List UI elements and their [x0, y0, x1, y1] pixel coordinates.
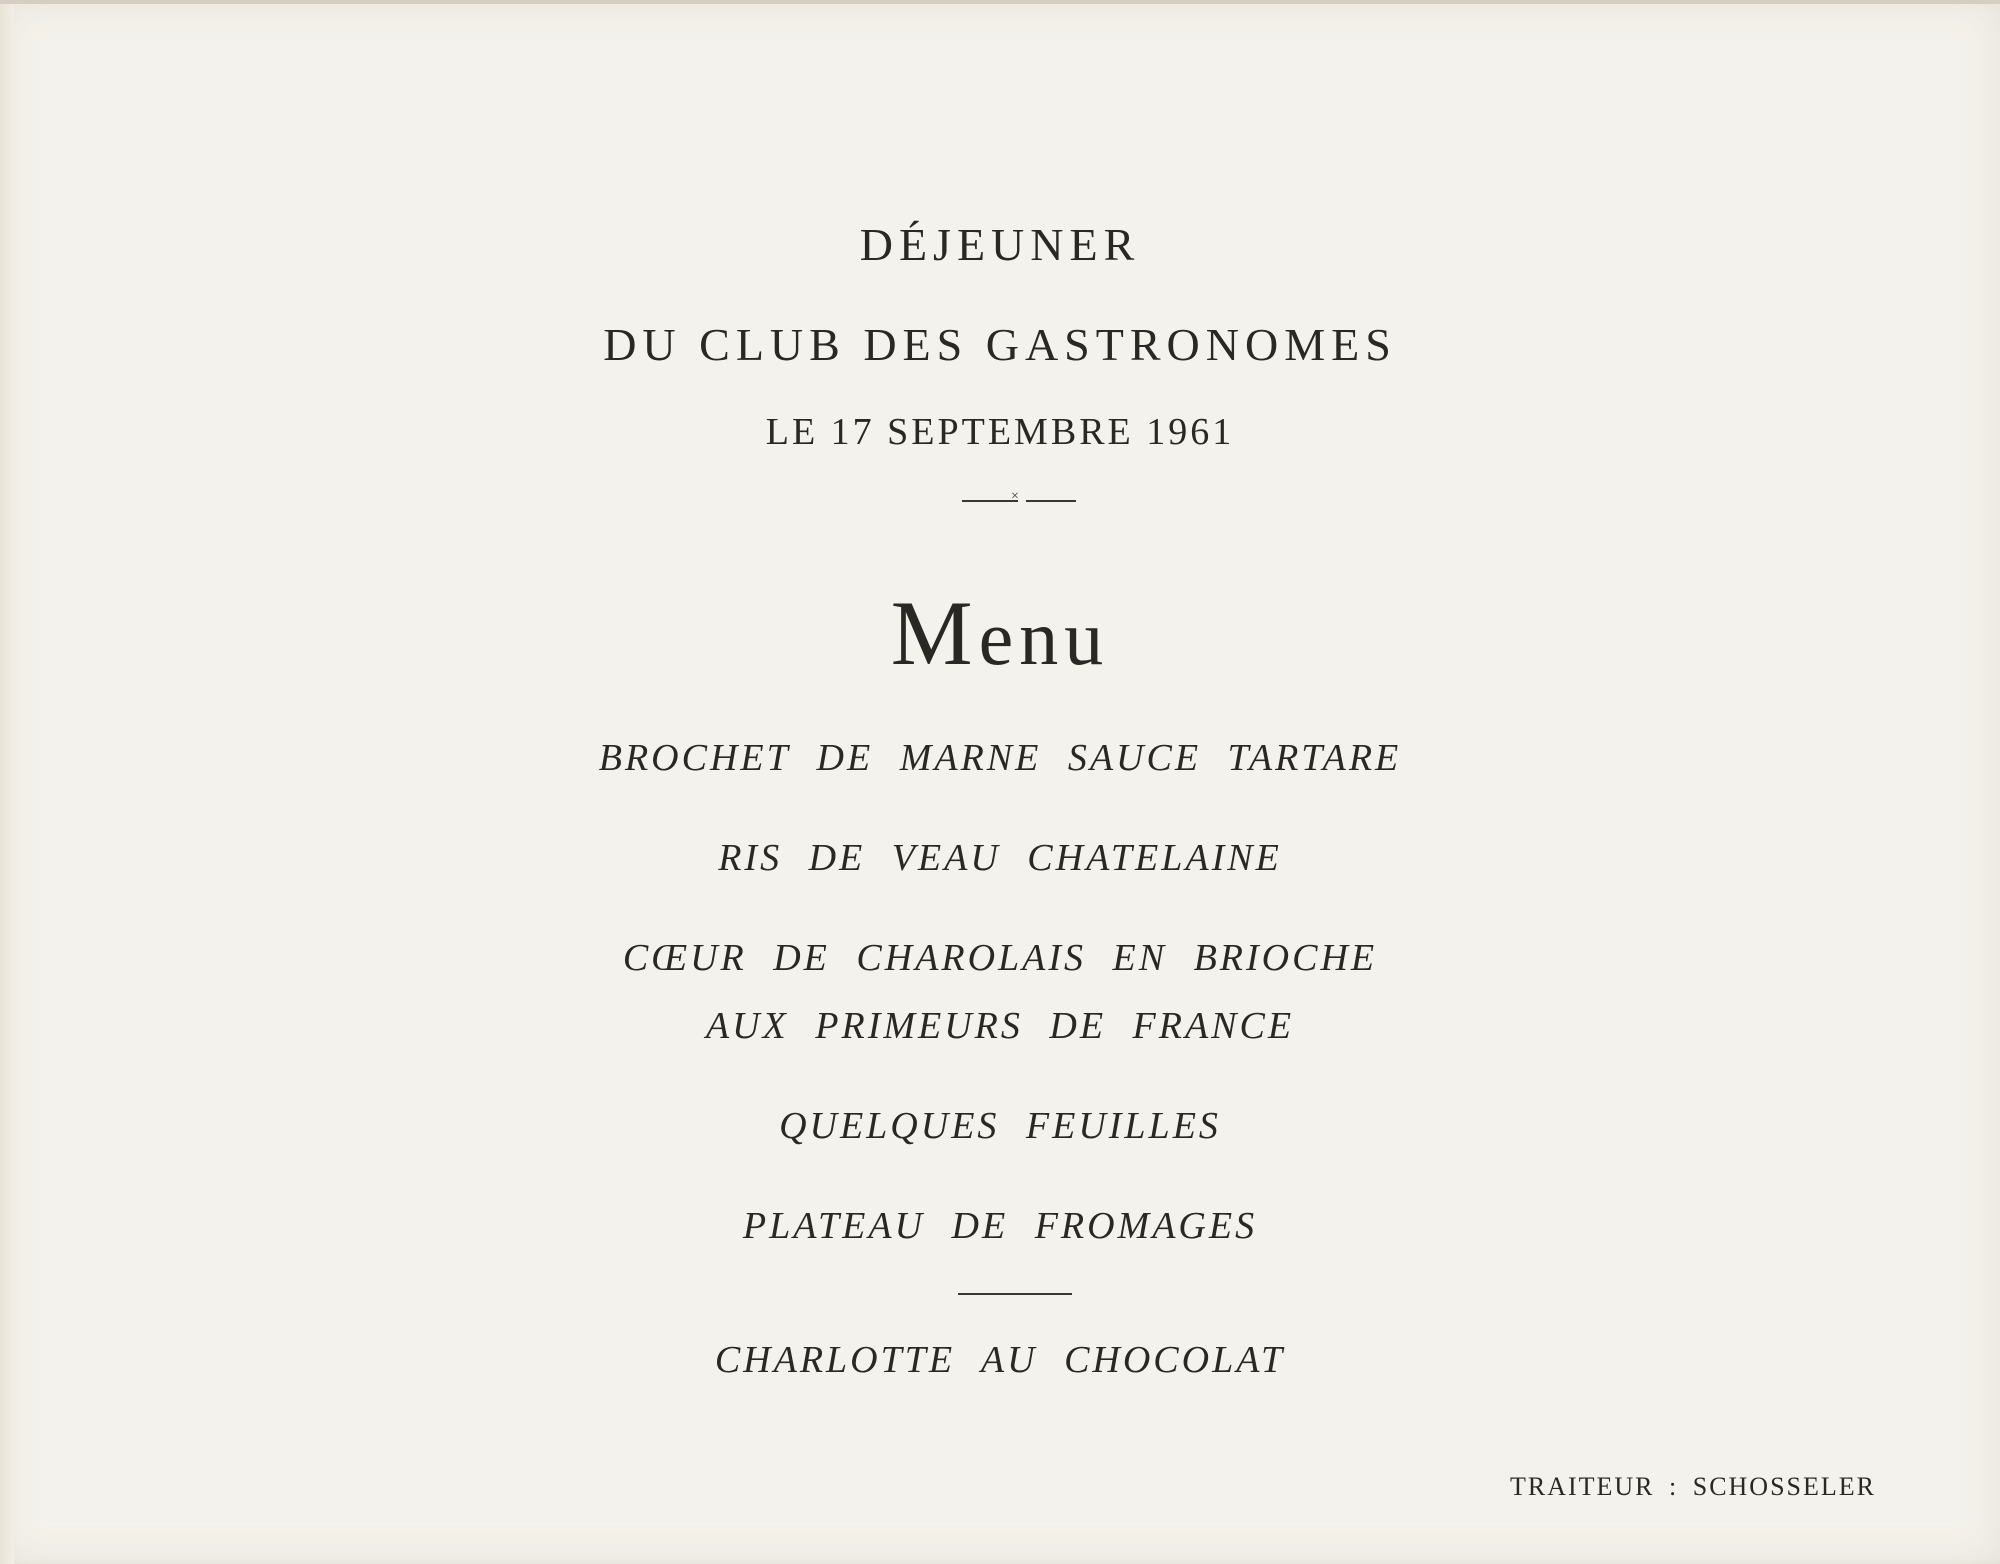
card-top-edge [0, 0, 2000, 4]
menu-title [0, 580, 2000, 686]
dessert-divider [958, 1293, 1072, 1295]
menu-card: DÉJEUNER DU CLUB DES GASTRONOMES LE 17 SEPTEMBRE 1961 × Menu BROCHET DE MARNE SAUCE TARTARE RIS DE VEAU CHATELAINE CŒUR DE CHAROLAIS EN BRIOCHE AUX PRIMEURS DE FRANCE QUELQUES FEUILLES PLATEAU DE FROMAGES CHARLOTTE AU CHOCOLAT TRAITEUR : SCHOSSELER [0, 0, 2000, 1564]
dish-item: CŒUR DE CHAROLAIS EN BRIOCHE [622, 937, 1378, 979]
dessert-item: CHARLOTTE AU CHOCOLAT [714, 1339, 1286, 1381]
caterer-credit: TRAITEUR : SCHOSSELER [1509, 1472, 1876, 1501]
dish-item: BROCHET DE MARNE SAUCE TARTARE [598, 737, 1402, 779]
dish-item: PLATEAU DE FROMAGES [742, 1205, 1258, 1247]
dish-item: RIS DE VEAU CHATELAINE [718, 837, 1282, 879]
header-title-line1: DÉJEUNER [859, 219, 1141, 270]
menu-title-initial: M [890, 582, 979, 684]
menu-title-rest: enu [978, 594, 1110, 681]
header-date: LE 17 SEPTEMBRE 1961 [765, 411, 1235, 453]
dish-item: QUELQUES FEUILLES [779, 1105, 1221, 1147]
header-title-line2: DU CLUB DES GASTRONOMES [603, 319, 1397, 370]
dish-item: AUX PRIMEURS DE FRANCE [705, 1005, 1295, 1047]
